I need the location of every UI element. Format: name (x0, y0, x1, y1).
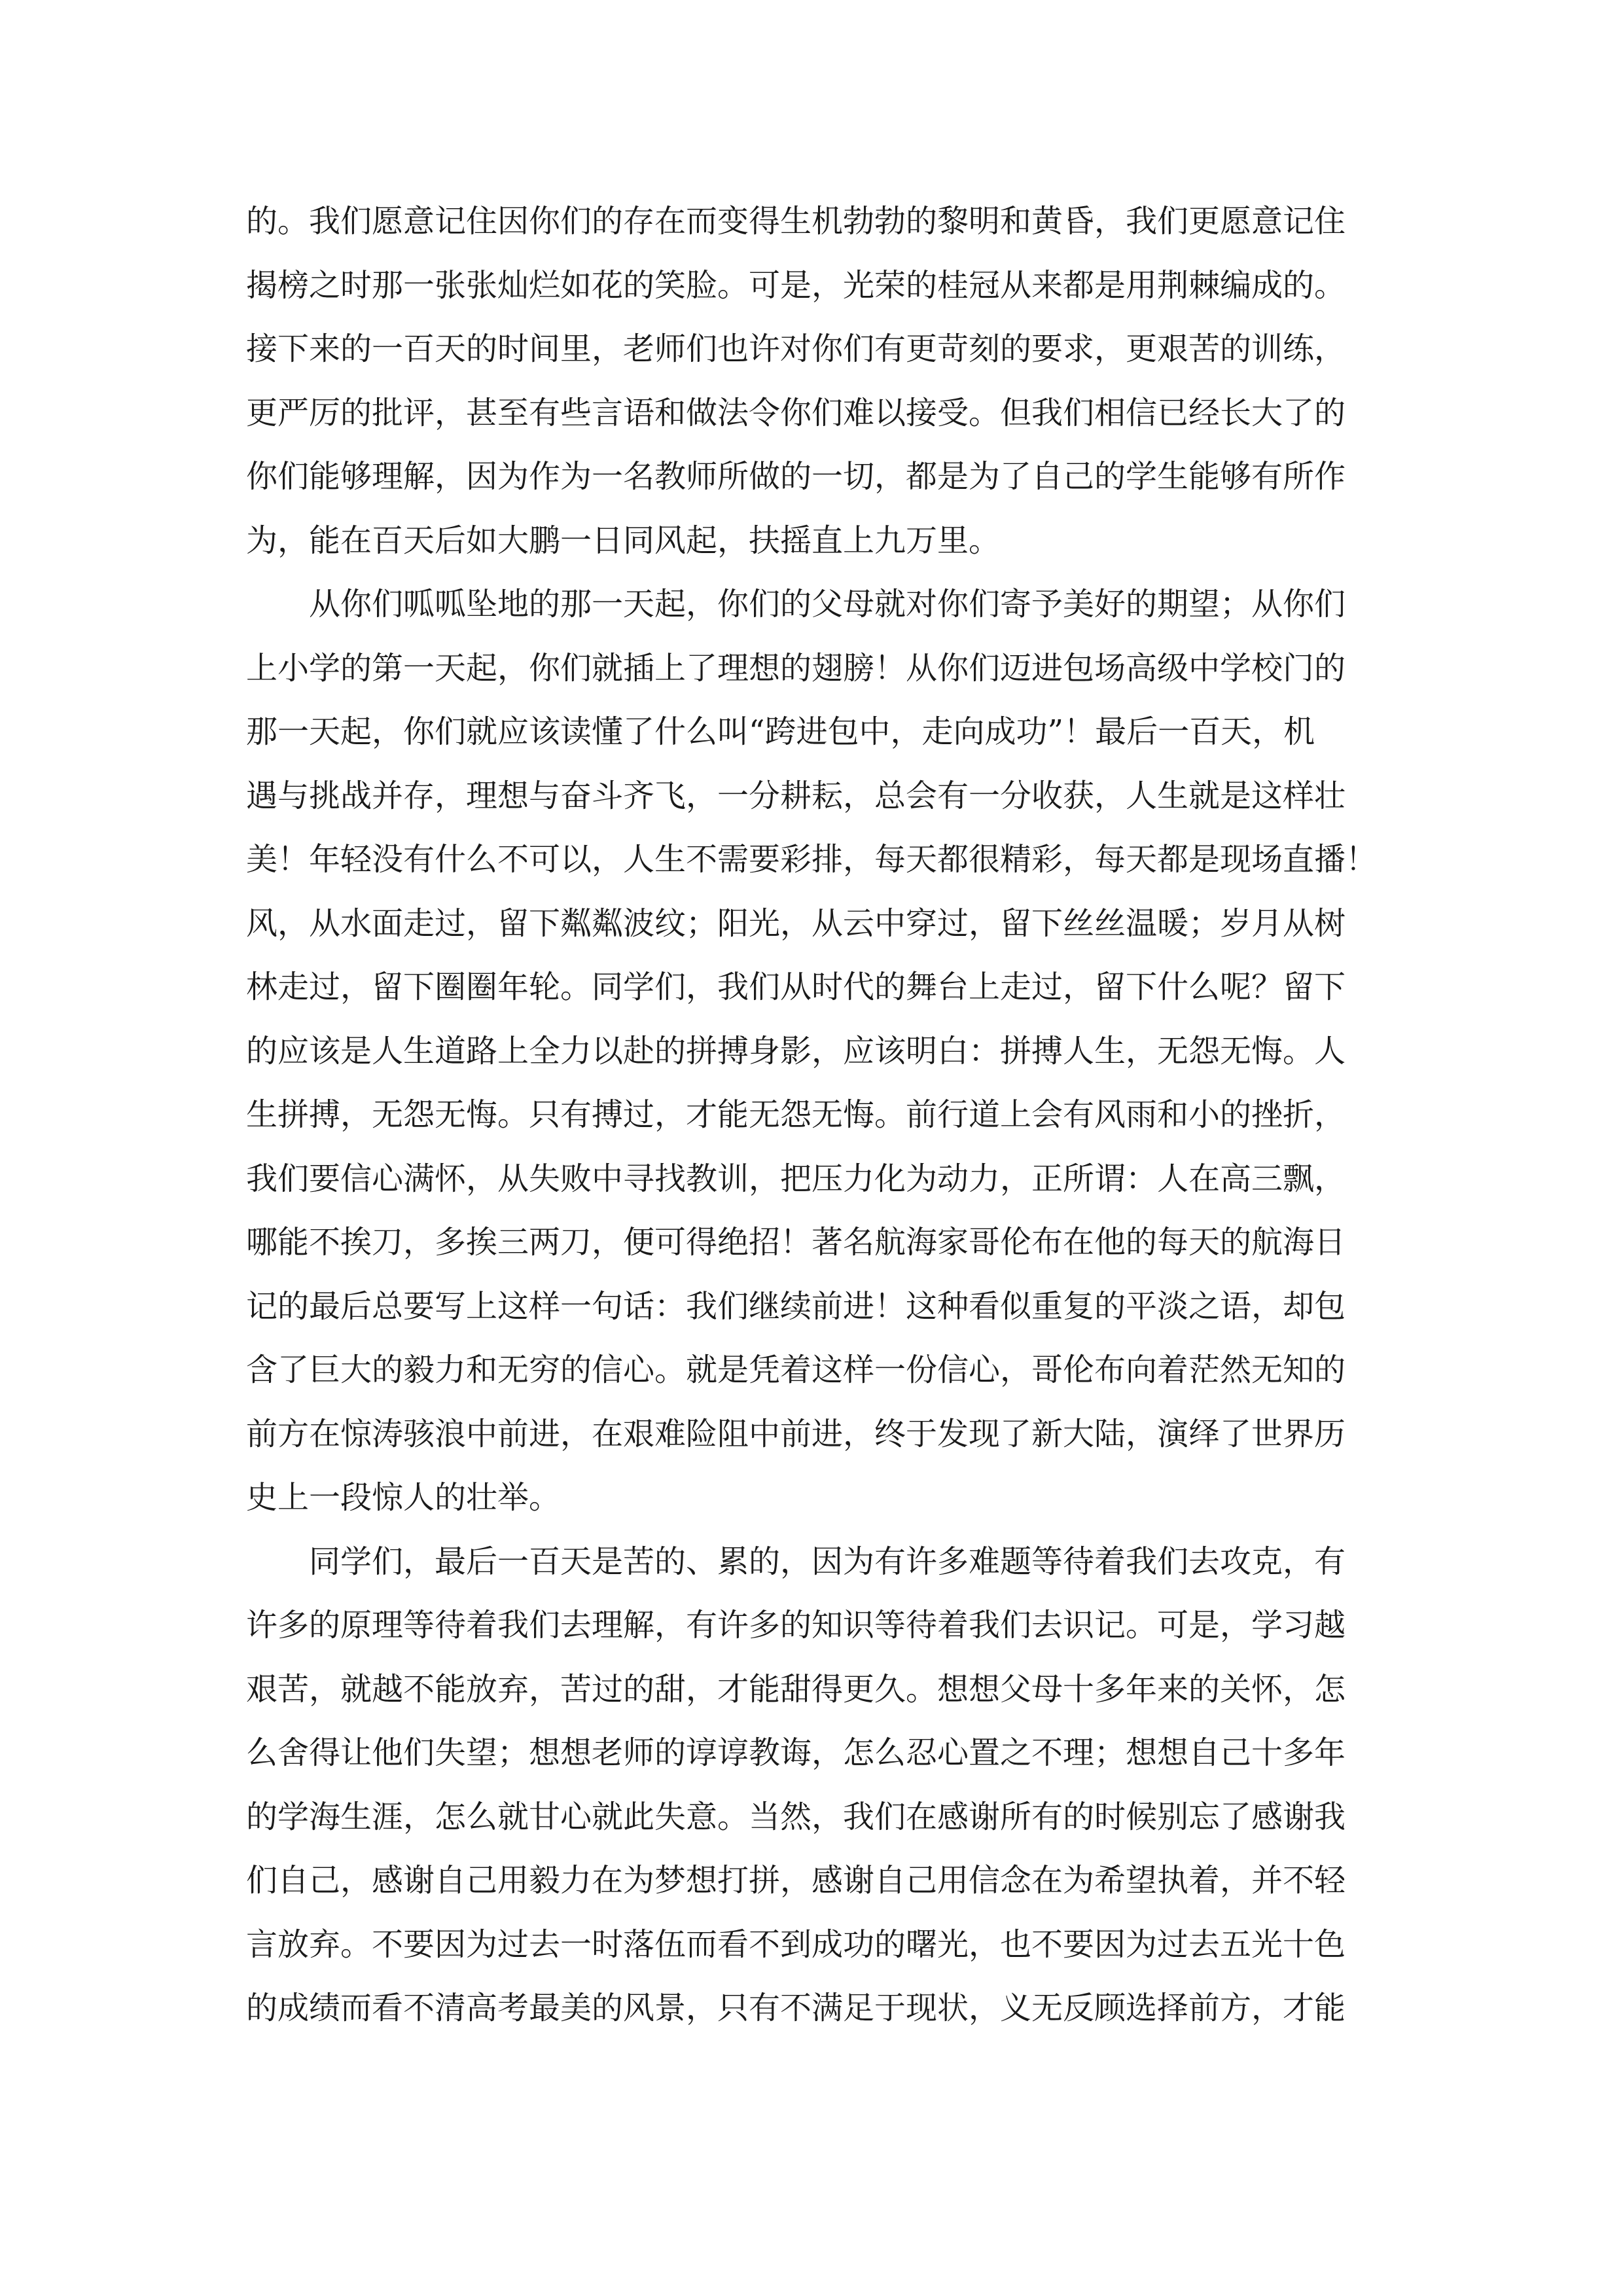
text-line: 更严厉的批评，甚至有些言语和做法令你们难以接受。但我们相信已经长大了的 (246, 394, 1346, 431)
text-line: 林走过，留下圈圈年轮。同学们，我们从时代的舞台上走过，留下什么呢？留下 (246, 969, 1346, 1005)
text-line: 遇与挑战并存，理想与奋斗齐飞，一分耕耘，总会有一分收获，人生就是这样壮 (246, 777, 1346, 814)
text-line: 艰苦，就越不能放弃，苦过的甜，才能甜得更久。想想父母十多年来的关怀，怎 (246, 1670, 1346, 1708)
text-line: 的应该是人生道路上全力以赴的拼搏身影，应该明白：拼搏人生，无怨无悔。人 (246, 1032, 1346, 1069)
text-line: 们自己，感谢自己用毅力在为梦想打拼，感谢自己用信念在为希望执着，并不轻 (246, 1862, 1346, 1899)
text-line: 记的最后总要写上这样一句话：我们继续前进！这种看似重复的平淡之语，却包 (246, 1287, 1346, 1325)
text-line: 史上一段惊人的壮举。 (246, 1479, 561, 1516)
text-line: 你们能够理解，因为作为一名教师所做的一切，都是为了自己的学生能够有所作 (246, 458, 1346, 495)
paragraph-first-line: 从你们呱呱坠地的那一天起，你们的父母就对你们寄予美好的期望；从你们 (309, 586, 1346, 622)
text-line: 我们要信心满怀，从失败中寻找教训，把压力化为动力，正所谓：人在高三飘， (246, 1160, 1346, 1197)
text-line: 美！年轻没有什么不可以，人生不需要彩排，每天都很精彩，每天都是现场直播！ (246, 841, 1378, 878)
text-line: 许多的原理等待着我们去理解，有许多的知识等待着我们去识记。可是，学习越 (246, 1607, 1346, 1643)
text-line: 为，能在百天后如大鹏一日同风起，扶摇直上九万里。 (246, 522, 1001, 559)
text-line: 接下来的一百天的时间里，老师们也许对你们有更苛刻的要求，更艰苦的训练， (246, 331, 1346, 367)
text-line: 含了巨大的毅力和无穷的信心。就是凭着这样一份信心，哥伦布向着茫然无知的 (246, 1352, 1346, 1388)
text-line: 揭榜之时那一张张灿烂如花的笑脸。可是，光荣的桂冠从来都是用荆棘编成的。 (246, 266, 1346, 304)
text-line: 哪能不挨刀，多挨三两刀，便可得绝招！著名航海家哥伦布在他的每天的航海日 (246, 1224, 1346, 1261)
text-line: 前方在惊涛骇浪中前进，在艰难险阻中前进，终于发现了新大陆，演绎了世界历 (246, 1415, 1346, 1452)
text-line: 的。我们愿意记住因你们的存在而变得生机勃勃的黎明和黄昏，我们更愿意记住 (246, 203, 1346, 240)
text-line: 风，从水面走过，留下粼粼波纹；阳光，从云中穿过，留下丝丝温暖；岁月从树 (246, 905, 1346, 942)
text-line: 么舍得让他们失望；想想老师的谆谆教诲，怎么忍心置之不理；想想自己十多年 (246, 1734, 1346, 1771)
text-line: 的学海生涯，怎么就甘心就此失意。当然，我们在感谢所有的时候别忘了感谢我 (246, 1798, 1346, 1835)
text-line: 那一天起，你们就应该读懂了什么叫“跨进包中，走向成功”！最后一百天，机 (246, 713, 1315, 750)
document-body (246, 190, 1398, 2041)
text-line: 言放弃。不要因为过去一时落伍而看不到成功的曙光，也不要因为过去五光十色 (246, 1926, 1346, 1963)
text-line: 的成绩而看不清高考最美的风景，只有不满足于现状，义无反顾选择前方，才能 (246, 1990, 1346, 2026)
paragraph-first-line: 同学们，最后一百天是苦的、累的，因为有许多难题等待着我们去攻克，有 (309, 1543, 1346, 1580)
text-line: 生拼搏，无怨无悔。只有搏过，才能无怨无悔。前行道上会有风雨和小的挫折， (246, 1096, 1346, 1133)
text-line: 上小学的第一天起，你们就插上了理想的翅膀！从你们迈进包场高级中学校门的 (246, 649, 1346, 687)
